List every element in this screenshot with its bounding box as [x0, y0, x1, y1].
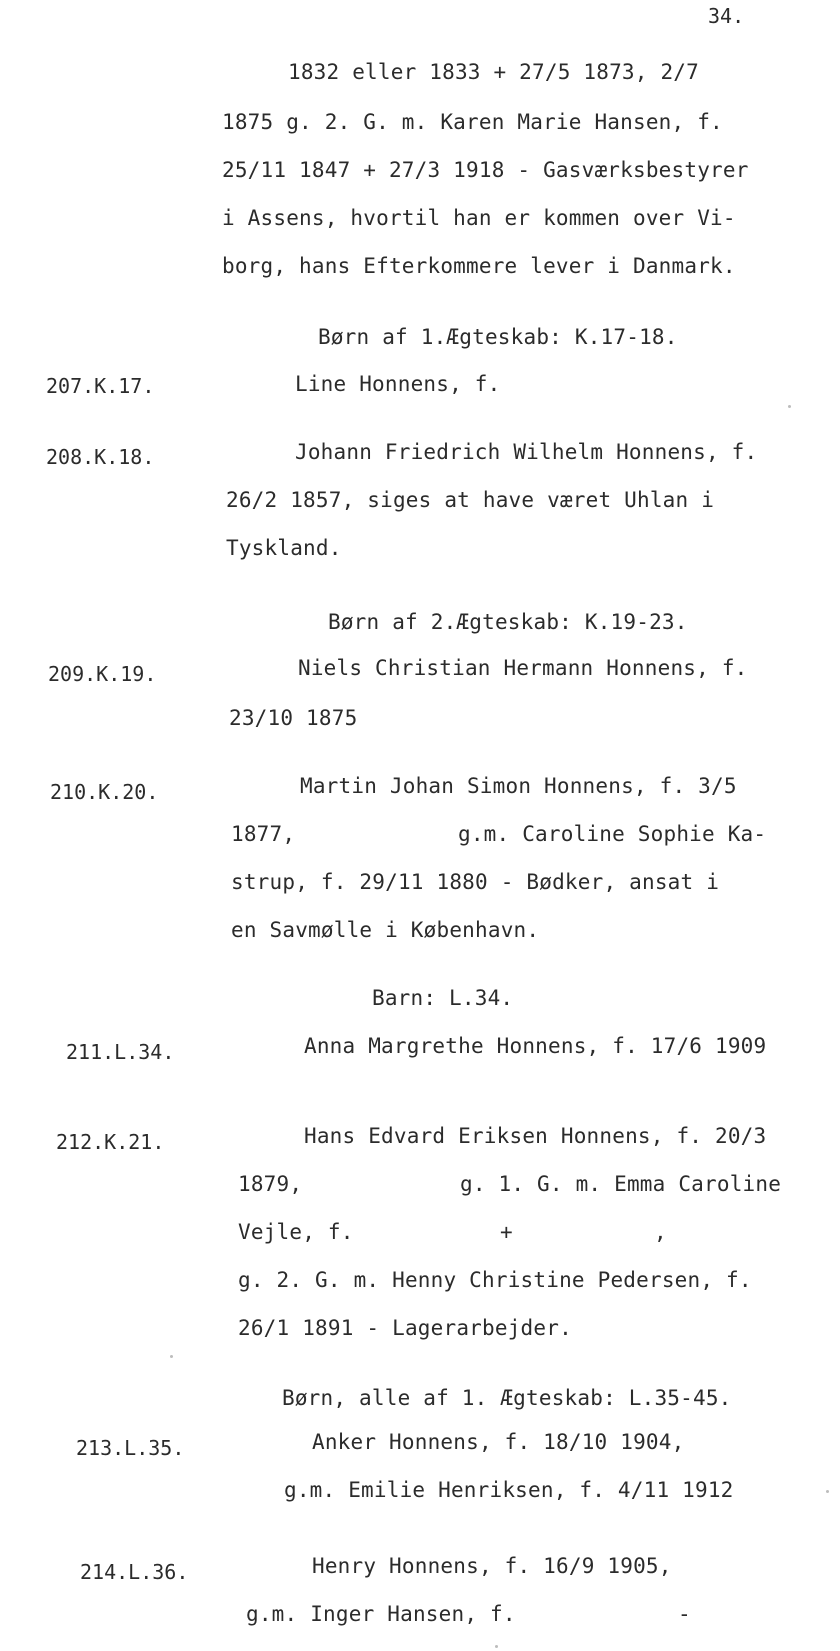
entry-id: 214.L.36. — [80, 1560, 189, 1584]
entry-text: g.m. Emilie Henriksen, f. 4/11 1912 — [284, 1478, 734, 1502]
entry-id: 209.K.19. — [48, 662, 157, 686]
entry-text: Vejle, f. — [238, 1220, 354, 1244]
scan-speck — [788, 405, 791, 408]
entry-text: 26/2 1857, siges at have været Uhlan i — [226, 488, 715, 512]
entry-id: 212.K.21. — [56, 1130, 165, 1154]
entry-text: Tyskland. — [226, 536, 342, 560]
scan-speck — [826, 1490, 829, 1493]
entry-text: en Savmølle i København. — [231, 918, 540, 942]
text-line: 25/11 1847 + 27/3 1918 - Gasværksbestyrer — [222, 158, 749, 182]
entry-text: Johann Friedrich Wilhelm Honnens, f. — [295, 440, 758, 464]
text-line: 1875 g. 2. G. m. Karen Marie Hansen, f. — [222, 110, 723, 134]
entry-text: strup, f. 29/11 1880 - Bødker, ansat i — [231, 870, 720, 894]
entry-id: 211.L.34. — [66, 1040, 175, 1064]
entry-text: Line Honnens, f. — [295, 372, 501, 396]
entry-text: g. 1. G. m. Emma Caroline — [460, 1172, 782, 1196]
section-heading: Barn: L.34. — [372, 986, 514, 1010]
entry-id: 213.L.35. — [76, 1436, 185, 1460]
entry-id: 210.K.20. — [50, 780, 159, 804]
text-line: borg, hans Efterkommere lever i Danmark. — [222, 254, 736, 278]
entry-text: g.m. Inger Hansen, f. — [246, 1602, 516, 1626]
text-line: 1832 eller 1833 + 27/5 1873, 2/7 — [288, 60, 699, 84]
scan-speck — [170, 1355, 173, 1358]
entry-text: 1877, — [231, 822, 296, 846]
entry-text: Niels Christian Hermann Honnens, f. — [298, 656, 748, 680]
section-heading: Børn, alle af 1. Ægteskab: L.35-45. — [282, 1386, 732, 1410]
entry-text: Anna Margrethe Honnens, f. 17/6 1909 — [304, 1034, 767, 1058]
entry-text: + — [500, 1220, 513, 1244]
entry-text: , — [654, 1220, 667, 1244]
entry-text: Anker Honnens, f. 18/10 1904, — [312, 1430, 685, 1454]
entry-text: Henry Honnens, f. 16/9 1905, — [312, 1554, 672, 1578]
entry-text: 26/1 1891 - Lagerarbejder. — [238, 1316, 572, 1340]
entry-text: Martin Johan Simon Honnens, f. 3/5 — [300, 774, 737, 798]
section-heading: Børn af 2.Ægteskab: K.19-23. — [328, 610, 688, 634]
entry-text: 23/10 1875 — [229, 706, 358, 730]
page-number: 34. — [708, 4, 745, 28]
entry-text: 1879, — [238, 1172, 303, 1196]
text-line: i Assens, hvortil han er kommen over Vi- — [222, 206, 736, 230]
entry-text: g. 2. G. m. Henny Christine Pedersen, f. — [238, 1268, 752, 1292]
entry-id: 207.K.17. — [46, 374, 155, 398]
entry-text: - — [678, 1602, 691, 1626]
scan-speck — [495, 1645, 498, 1648]
entry-id: 208.K.18. — [46, 445, 155, 469]
section-heading: Børn af 1.Ægteskab: K.17-18. — [318, 325, 678, 349]
entry-text: g.m. Caroline Sophie Ka- — [458, 822, 767, 846]
entry-text: Hans Edvard Eriksen Honnens, f. 20/3 — [304, 1124, 767, 1148]
